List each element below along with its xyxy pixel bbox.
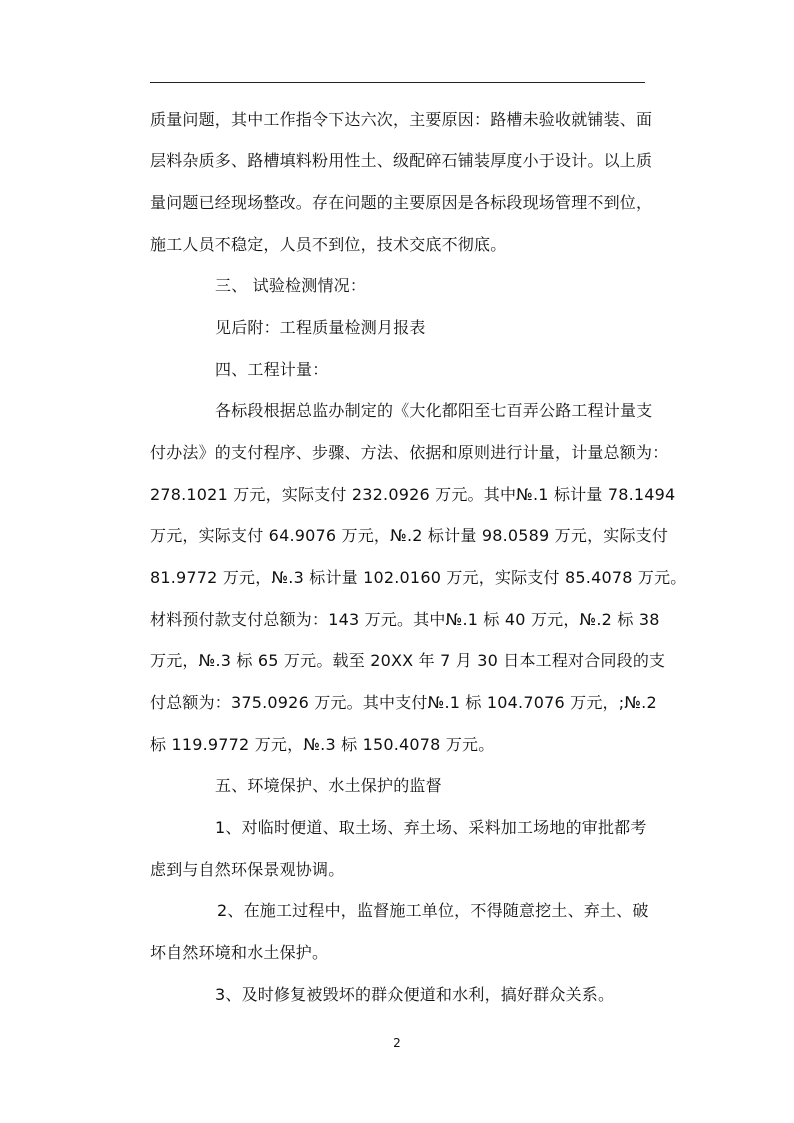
paragraph-line: 施工人员不稳定，人员不到位，技术交底不彻底。: [150, 235, 507, 254]
paragraph-line: 278.1021 万元，实际支付 232.0926 万元。其中№.1 标计量 78.1494: [150, 485, 676, 504]
section-heading: 三、 试验检测情况：: [215, 276, 367, 295]
paragraph-line: 付办法》的支付程序、步骤、方法、依据和原则进行计量，计量总额为：: [150, 443, 669, 462]
paragraph-line: 3、及时修复被毁坏的群众便道和水利，搞好群众关系。: [215, 985, 615, 1004]
paragraph-line: 81.9772 万元，№.3 标计量 102.0160 万元，实际支付 85.4078 万元。: [150, 568, 687, 587]
paragraph-line: 各标段根据总监办制定的《大化都阳至七百弄公路工程计量支: [215, 401, 653, 420]
paragraph-line: 万元，№.3 标 65 万元。载至 20XX 年 7 月 30 日本工程对合同段的支: [150, 651, 666, 670]
paragraph-line: 量问题已经现场整改。存在问题的主要原因是各标段现场管理不到位，: [150, 193, 653, 212]
paragraph-line: 坏自然环境和水土保护。: [150, 943, 329, 962]
header-rule: [150, 82, 645, 83]
paragraph-line: 材料预付款支付总额为：143 万元。其中№.1 标 40 万元，№.2 标 38: [150, 610, 660, 629]
page-number: 2: [393, 1036, 401, 1050]
section-heading: 五、环境保护、水土保护的监督: [215, 776, 442, 795]
paragraph-line: 质量问题，其中工作指令下达六次，主要原因：路槽未验收就铺装、面: [150, 110, 653, 129]
paragraph-line: 见后附：工程质量检测月报表: [215, 318, 426, 337]
paragraph-line: 层料杂质多、路槽填料粉用性土、级配碎石铺装厚度小于设计。以上质: [150, 151, 653, 170]
paragraph-line: 付总额为：375.0926 万元。其中支付№.1 标 104.7076 万元，;№.2: [150, 693, 657, 712]
paragraph-line: 1、对临时便道、取土场、弃土场、采料加工场地的审批都考: [215, 818, 647, 837]
paragraph-line: 2、在施工过程中，监督施工单位，不得随意挖土、弃土、破: [217, 901, 649, 920]
paragraph-line: 标 119.9772 万元，№.3 标 150.4078 万元。: [150, 735, 495, 754]
paragraph-line: 万元，实际支付 64.9076 万元，№.2 标计量 98.0589 万元，实际支付: [150, 526, 669, 545]
section-heading: 四、工程计量：: [215, 360, 329, 379]
paragraph-line: 虑到与自然环保景观协调。: [150, 860, 345, 879]
